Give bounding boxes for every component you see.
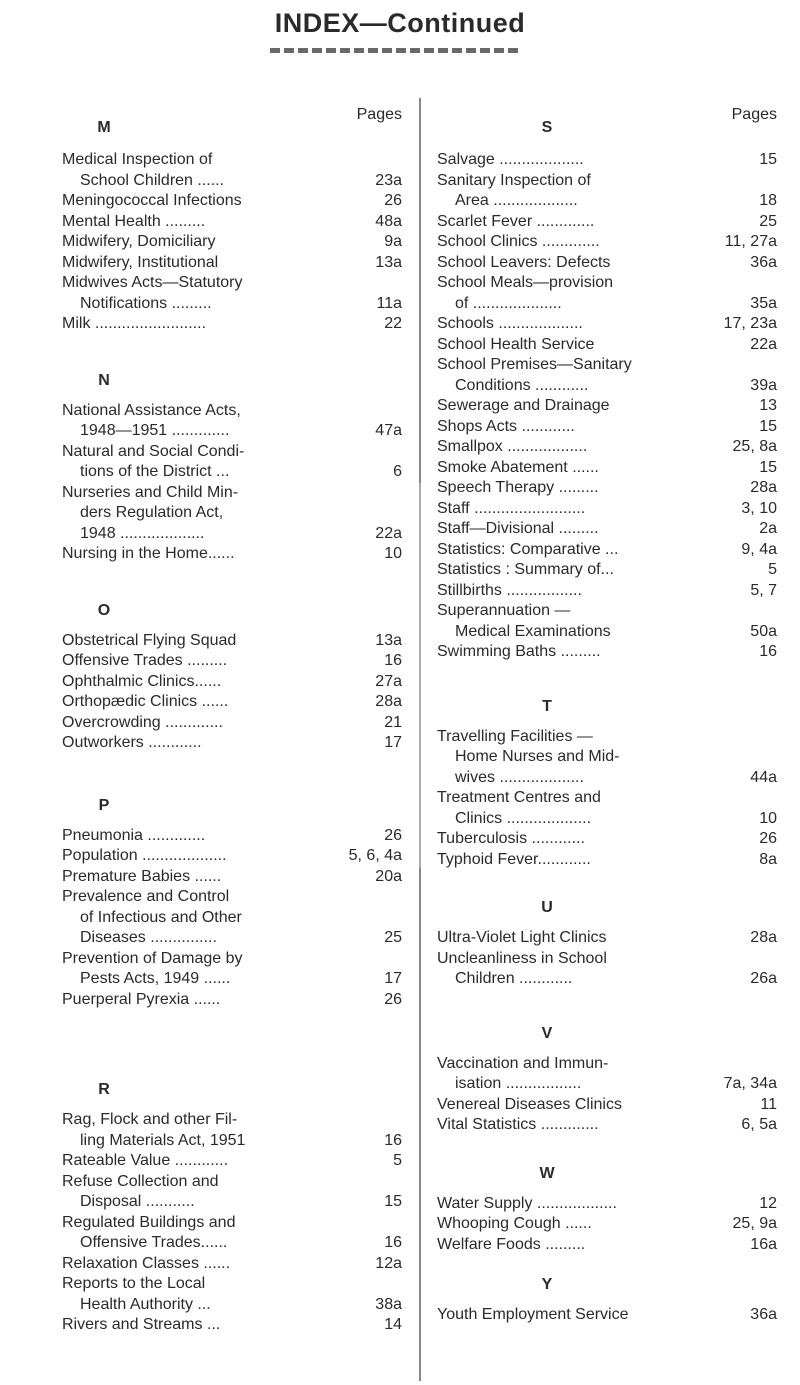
entry-label: Swimming Baths ......... bbox=[437, 643, 601, 660]
index-entry bbox=[62, 733, 402, 754]
section-letter bbox=[437, 1160, 777, 1188]
entry-label: Prevalence and Control of Infectious and Other Diseases ............... bbox=[62, 888, 242, 946]
index-entry bbox=[62, 1274, 402, 1315]
index-entry bbox=[437, 273, 777, 314]
index-entry bbox=[62, 273, 402, 314]
index-entry bbox=[62, 990, 402, 1011]
entry-label: Rag, Flock and other Fil- ling Materials Act, 1951 bbox=[62, 1111, 246, 1149]
entry-pages: 20a bbox=[375, 867, 402, 885]
index-entry bbox=[437, 1115, 777, 1136]
entry-pages: 48a bbox=[375, 212, 402, 230]
entry-pages: 50a bbox=[750, 622, 777, 640]
section-letter-text: S bbox=[541, 119, 553, 136]
index-entry bbox=[437, 601, 777, 642]
entry-pages: 10 bbox=[759, 809, 777, 827]
entry-label: Orthopædic Clinics ...... bbox=[62, 693, 229, 710]
entry-pages: 8a bbox=[759, 850, 777, 868]
entry-pages: 16 bbox=[384, 652, 402, 669]
entry-pages: 7a, 34a bbox=[723, 1075, 777, 1092]
entry-pages: 28a bbox=[375, 693, 402, 710]
index-entry bbox=[437, 396, 777, 417]
entry-label: Relaxation Classes ...... bbox=[62, 1254, 231, 1272]
index-entry bbox=[437, 150, 777, 171]
entry-label: Travelling Facilities — Home Nurses and Mid- wives ................... bbox=[437, 727, 620, 786]
index-entry bbox=[62, 232, 402, 253]
section-gap bbox=[437, 1255, 777, 1271]
entry-label: Reports to the Local Health Authority ... bbox=[62, 1275, 211, 1313]
index-entry bbox=[62, 150, 402, 191]
index-entry bbox=[437, 335, 777, 356]
index-entry bbox=[62, 253, 402, 274]
entry-pages: 10 bbox=[384, 545, 402, 562]
entry-label: Salvage ................... bbox=[437, 151, 584, 168]
entry-pages: 16a bbox=[750, 1235, 777, 1253]
entry-pages: 23a bbox=[375, 171, 402, 189]
entry-pages: 15 bbox=[384, 1193, 402, 1210]
entry-pages: 25 bbox=[384, 929, 402, 946]
index-entry bbox=[62, 631, 402, 652]
index-entry bbox=[437, 1214, 777, 1235]
index-entry bbox=[437, 253, 777, 274]
entry-pages: 22a bbox=[375, 524, 402, 542]
index-entry bbox=[437, 1095, 777, 1116]
entry-label: Outworkers ............ bbox=[62, 734, 202, 751]
entry-label: Ophthalmic Clinics...... bbox=[62, 672, 222, 690]
entry-label: Typhoid Fever............ bbox=[437, 850, 591, 868]
entry-pages: 15 bbox=[759, 417, 777, 435]
entry-label: Statistics: Comparative ... bbox=[437, 540, 619, 558]
index-entry bbox=[437, 1194, 777, 1215]
section-letter-text: R bbox=[98, 1081, 110, 1098]
index-entry bbox=[437, 314, 777, 335]
index-entry bbox=[62, 1213, 402, 1254]
entry-label: Speech Therapy ......... bbox=[437, 479, 599, 496]
index-entry bbox=[437, 499, 777, 520]
entry-label: Statistics : Summary of... bbox=[437, 561, 614, 578]
section-letter bbox=[62, 114, 402, 142]
entry-label: Nursing in the Home...... bbox=[62, 545, 235, 562]
index-entry bbox=[62, 442, 402, 483]
entry-pages: 25, 8a bbox=[732, 438, 777, 455]
entry-pages: 36a bbox=[750, 253, 777, 271]
index-entry bbox=[437, 581, 777, 602]
index-entry bbox=[62, 1151, 402, 1172]
section-gap bbox=[62, 335, 402, 367]
index-entry bbox=[62, 826, 402, 847]
index-entry bbox=[437, 1054, 777, 1095]
index-entry bbox=[437, 727, 777, 789]
entry-label: Rateable Value ............ bbox=[62, 1152, 229, 1169]
entry-pages: 2a bbox=[759, 520, 777, 537]
entry-pages: 26 bbox=[384, 826, 402, 844]
entry-label: Midwifery, Institutional bbox=[62, 253, 219, 271]
index-entry bbox=[62, 887, 402, 949]
entry-label: Medical Inspection of School Children ...... bbox=[62, 151, 225, 189]
entry-label: Nurseries and Child Min- ders Regulation Act, 1948 ................... bbox=[62, 483, 239, 542]
entry-label: Water Supply .................. bbox=[437, 1194, 617, 1212]
entry-pages: 17, 23a bbox=[723, 315, 777, 332]
entry-pages: 38a bbox=[375, 1295, 402, 1313]
entry-pages: 26 bbox=[759, 830, 777, 847]
entry-pages: 3, 10 bbox=[741, 499, 777, 517]
index-entry bbox=[62, 483, 402, 545]
entry-pages: 13a bbox=[375, 253, 402, 271]
entry-pages: 47a bbox=[375, 422, 402, 439]
index-entry bbox=[62, 544, 402, 565]
section-gap bbox=[437, 663, 777, 693]
entry-label: Schools ................... bbox=[437, 315, 583, 332]
section-letter-text: O bbox=[97, 601, 111, 619]
column-divider bbox=[419, 98, 421, 1381]
index-entry bbox=[62, 1254, 402, 1275]
entry-label: Treatment Centres and Clinics ................... bbox=[437, 789, 601, 827]
entry-pages: 16 bbox=[384, 1234, 402, 1251]
entry-pages: 17 bbox=[384, 970, 402, 987]
entry-pages: 6, 5a bbox=[741, 1116, 777, 1133]
section-letter-text: T bbox=[542, 697, 552, 715]
section-letter bbox=[62, 792, 402, 820]
entry-label: Whooping Cough ...... bbox=[437, 1215, 592, 1232]
entry-pages: 36a bbox=[750, 1306, 777, 1323]
entry-pages: 13a bbox=[375, 631, 402, 649]
section-letter bbox=[437, 1020, 777, 1048]
section-gap bbox=[62, 754, 402, 792]
left-sections bbox=[62, 100, 402, 1336]
index-entry bbox=[437, 212, 777, 233]
entry-label: Vital Statistics ............. bbox=[437, 1116, 599, 1133]
entry-pages: 16 bbox=[759, 643, 777, 660]
entry-pages: 14 bbox=[384, 1316, 402, 1333]
index-entry bbox=[62, 1110, 402, 1151]
index-entry bbox=[437, 788, 777, 829]
section-letter bbox=[437, 894, 777, 922]
index-entry bbox=[437, 355, 777, 396]
entry-label: School Health Service bbox=[437, 335, 595, 353]
index-entry bbox=[62, 191, 402, 212]
index-entry bbox=[62, 949, 402, 990]
entry-pages: 18 bbox=[759, 192, 777, 209]
entry-label: Youth Employment Service bbox=[437, 1306, 629, 1323]
entry-pages: 11a bbox=[376, 294, 402, 312]
entry-pages: 15 bbox=[759, 151, 777, 168]
entry-label: Natural and Social Condi- tions of the District ... bbox=[62, 442, 245, 480]
pages-header-left: Pages bbox=[356, 106, 402, 123]
entry-label: Midwifery, Domiciliary bbox=[62, 233, 216, 250]
entry-pages: 26 bbox=[384, 192, 402, 209]
entry-pages: 22 bbox=[384, 315, 402, 332]
entry-label: Premature Babies ...... bbox=[62, 867, 222, 885]
right-sections bbox=[437, 100, 777, 1326]
index-entry bbox=[437, 417, 777, 438]
entry-label: Smallpox .................. bbox=[437, 438, 588, 455]
entry-label: Venereal Diseases Clinics bbox=[437, 1095, 622, 1113]
index-entry bbox=[62, 846, 402, 867]
entry-pages: 15 bbox=[759, 458, 777, 476]
entry-pages: 26 bbox=[384, 990, 402, 1008]
entry-label: Shops Acts ............ bbox=[437, 417, 575, 435]
section-letter bbox=[437, 114, 777, 142]
section-letter-text: N bbox=[98, 371, 110, 389]
entry-pages: 22a bbox=[750, 335, 777, 353]
index-entry bbox=[62, 692, 402, 713]
section-gap bbox=[437, 1136, 777, 1160]
entry-label: Regulated Buildings and Offensive Trades...... bbox=[62, 1213, 236, 1251]
index-entry bbox=[437, 560, 777, 581]
section-letter-text: P bbox=[98, 796, 110, 814]
index-entry bbox=[437, 232, 777, 253]
entry-pages: 35a bbox=[750, 294, 777, 312]
entry-pages: 27a bbox=[375, 672, 402, 690]
entry-label: Ultra-Violet Light Clinics bbox=[437, 929, 607, 946]
entry-label: Milk ......................... bbox=[62, 315, 207, 332]
section-letter-text: W bbox=[539, 1164, 555, 1182]
entry-label: Mental Health ......... bbox=[62, 212, 206, 230]
section-letter-text: V bbox=[541, 1024, 553, 1042]
section-letter bbox=[437, 693, 777, 721]
section-letter bbox=[62, 1076, 402, 1104]
entry-label: National Assistance Acts, 1948—1951 ............. bbox=[62, 401, 241, 439]
entry-pages: 6 bbox=[393, 463, 402, 480]
entry-pages: 17 bbox=[384, 734, 402, 751]
entry-pages: 5, 7 bbox=[750, 581, 777, 599]
entry-label: Staff—Divisional ......... bbox=[437, 520, 599, 537]
section-letter bbox=[62, 597, 402, 625]
entry-label: School Leavers: Defects bbox=[437, 253, 611, 271]
entry-pages: 9a bbox=[384, 233, 402, 250]
entry-label: Sanitary Inspection of Area ................... bbox=[437, 171, 591, 209]
index-entry bbox=[437, 850, 777, 871]
index-entry bbox=[437, 1305, 777, 1326]
entry-label: School Clinics ............. bbox=[437, 233, 600, 250]
entry-pages: 39a bbox=[750, 376, 777, 394]
entry-label: Population ................... bbox=[62, 847, 227, 864]
entry-label: Overcrowding ............. bbox=[62, 713, 223, 731]
index-entry bbox=[62, 212, 402, 233]
entry-label: Uncleanliness in School Children ............ bbox=[437, 949, 607, 987]
entry-pages: 11 bbox=[760, 1095, 777, 1113]
entry-label: Smoke Abatement ...... bbox=[437, 458, 599, 476]
section-gap bbox=[62, 565, 402, 597]
entry-pages: 13 bbox=[759, 397, 777, 414]
title-dashed-rule bbox=[270, 48, 518, 53]
section-gap bbox=[437, 990, 777, 1020]
entry-pages: 16 bbox=[384, 1131, 402, 1149]
index-entry bbox=[437, 642, 777, 663]
index-entry bbox=[437, 171, 777, 212]
index-entry bbox=[437, 458, 777, 479]
index-entry bbox=[437, 829, 777, 850]
index-entry bbox=[62, 713, 402, 734]
entry-label: Puerperal Pyrexia ...... bbox=[62, 990, 221, 1008]
entry-label: Staff ......................... bbox=[437, 499, 586, 517]
index-entry bbox=[62, 651, 402, 672]
entry-pages: 26a bbox=[750, 970, 777, 987]
entry-pages: 12a bbox=[375, 1254, 402, 1272]
entry-pages: 9, 4a bbox=[741, 540, 777, 558]
section-letter-text: U bbox=[541, 899, 553, 916]
index-entry bbox=[62, 867, 402, 888]
section-gap bbox=[437, 870, 777, 894]
index-entry bbox=[62, 672, 402, 693]
pages-header-right: Pages bbox=[731, 106, 777, 123]
index-entry bbox=[62, 314, 402, 335]
entry-pages: 5 bbox=[393, 1152, 402, 1169]
entry-pages: 28a bbox=[750, 479, 777, 496]
entry-pages: 5, 6, 4a bbox=[348, 847, 402, 864]
index-entry bbox=[437, 1235, 777, 1256]
entry-label: Prevention of Damage by Pests Acts, 1949 ...... bbox=[62, 949, 243, 987]
index-entry bbox=[437, 928, 777, 949]
index-entry bbox=[62, 1315, 402, 1336]
entry-pages: 5 bbox=[768, 561, 777, 578]
entry-label: School Premises—Sanitary Conditions ............ bbox=[437, 356, 632, 394]
entry-label: Sewerage and Drainage bbox=[437, 397, 610, 414]
entry-label: Offensive Trades ......... bbox=[62, 652, 228, 669]
entry-label: Midwives Acts—Statutory Notifications ......... bbox=[62, 274, 243, 312]
entry-pages: 28a bbox=[750, 929, 777, 946]
index-entry bbox=[437, 949, 777, 990]
index-entry bbox=[437, 478, 777, 499]
entry-label: Obstetrical Flying Squad bbox=[62, 631, 237, 649]
index-entry bbox=[62, 401, 402, 442]
entry-label: Welfare Foods ......... bbox=[437, 1235, 586, 1253]
entry-label: Tuberculosis ............ bbox=[437, 830, 585, 847]
entry-pages: 12 bbox=[759, 1194, 777, 1212]
index-entry bbox=[437, 437, 777, 458]
section-letter-text: M bbox=[97, 119, 111, 136]
page-title: INDEX—Continued bbox=[274, 8, 526, 38]
section-letter bbox=[437, 1271, 777, 1299]
section-letter bbox=[62, 367, 402, 395]
entry-label: Stillbirths ................. bbox=[437, 581, 582, 599]
entry-label: Superannuation — Medical Examinations bbox=[437, 602, 611, 640]
entry-pages: 11, 27a bbox=[724, 233, 777, 250]
index-entry bbox=[437, 540, 777, 561]
entry-label: Vaccination and Immun- isation ................. bbox=[437, 1054, 609, 1092]
entry-label: Pneumonia ............. bbox=[62, 826, 206, 844]
entry-label: School Meals—provision of .................... bbox=[437, 274, 614, 312]
entry-label: Rivers and Streams ... bbox=[62, 1316, 221, 1333]
entry-pages: 44a bbox=[750, 768, 777, 786]
entry-pages: 25 bbox=[759, 212, 777, 230]
section-letter-text: Y bbox=[541, 1276, 553, 1293]
section-gap bbox=[62, 1010, 402, 1076]
entry-label: Refuse Collection and Disposal ........... bbox=[62, 1172, 219, 1210]
entry-pages: 21 bbox=[384, 713, 402, 731]
entry-pages: 25, 9a bbox=[732, 1215, 777, 1232]
index-entry bbox=[62, 1172, 402, 1213]
index-entry bbox=[437, 519, 777, 540]
entry-label: Meningococcal Infections bbox=[62, 192, 242, 209]
entry-label: Scarlet Fever ............. bbox=[437, 212, 595, 230]
